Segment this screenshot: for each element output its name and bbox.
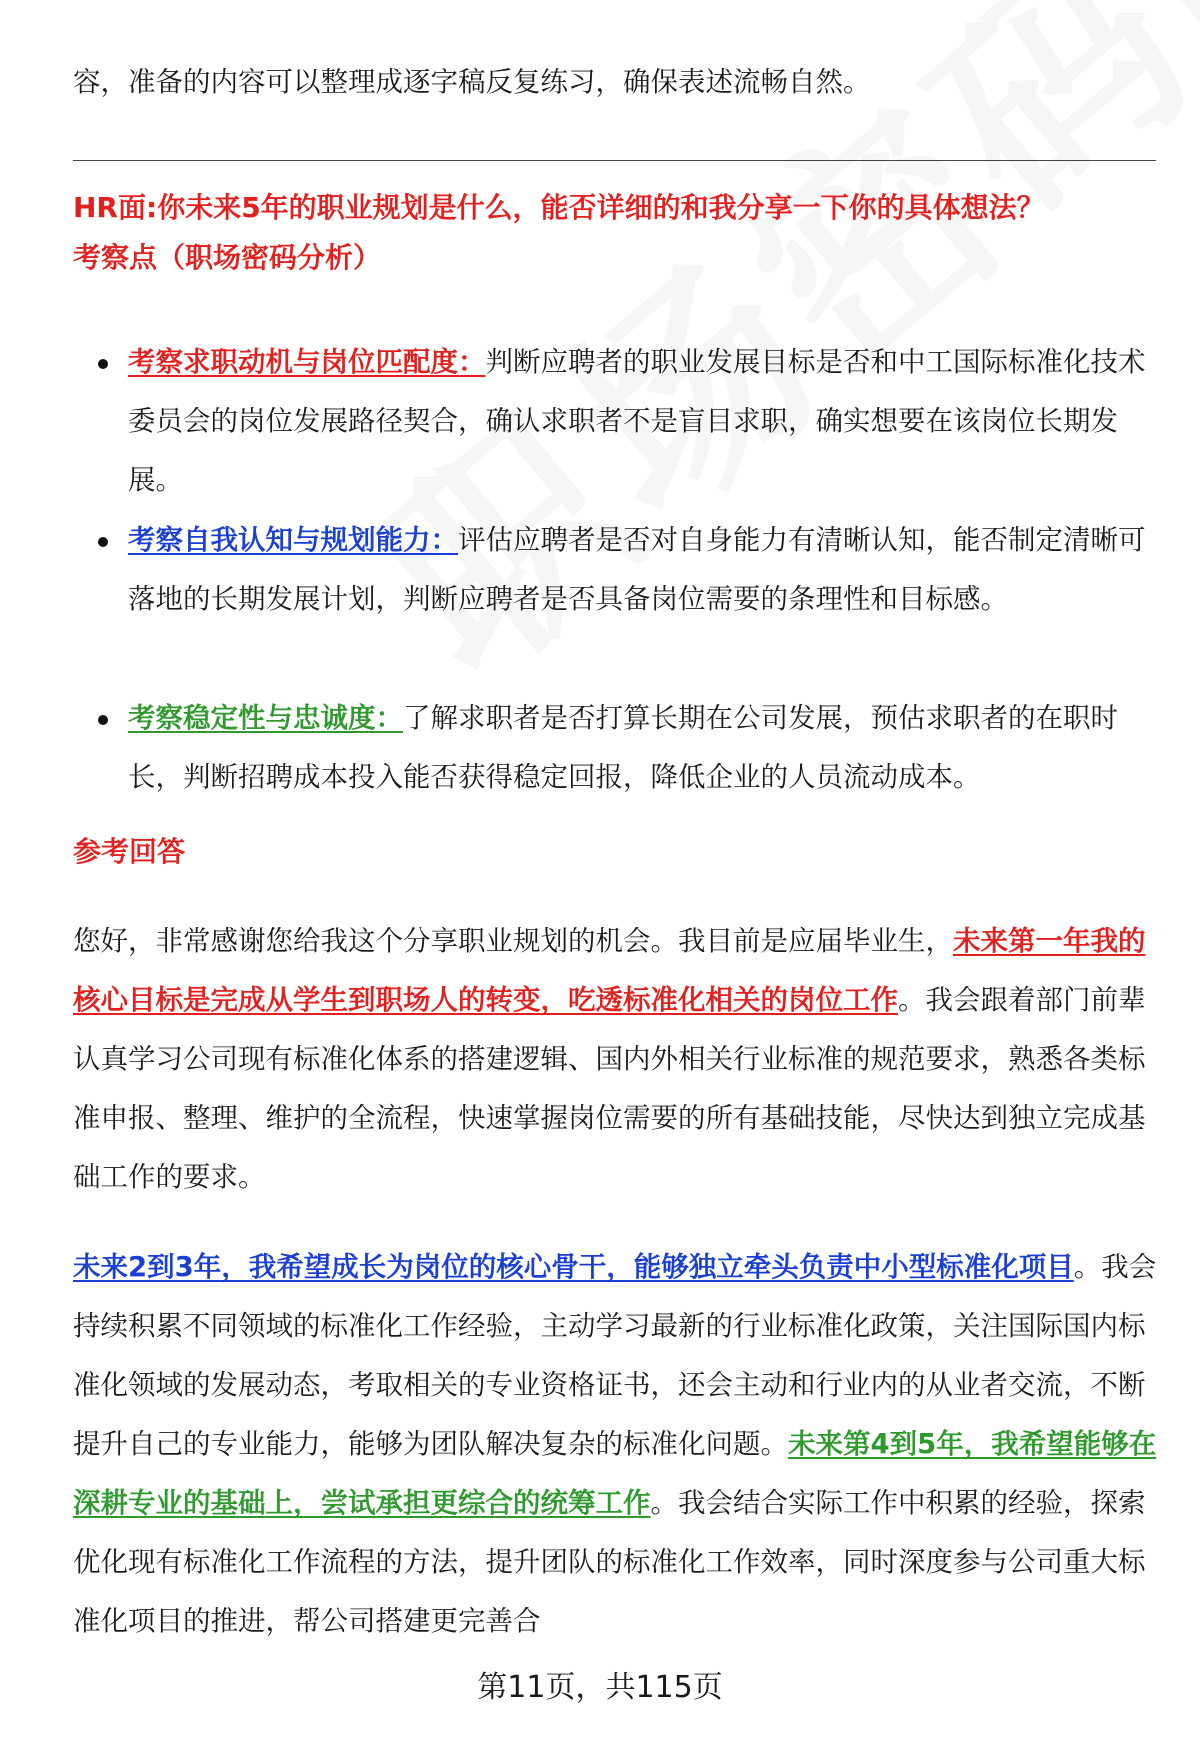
answer-paragraph-1 [73, 912, 1158, 1207]
page-number: 第11页，共115页 [477, 1670, 723, 1705]
list-item [128, 511, 1158, 689]
exam-point-keyword: 考察自我认知与规划能力： [128, 524, 458, 556]
exam-point-text: 判断应聘者的职业发展目标是否和中工国际标准化技术委员会的岗位发展路径契合，确认求职者不是盲目求职，确实想要在该岗位长期发展。 [128, 346, 1146, 496]
bullet-icon [98, 537, 108, 547]
question-heading: HR面:你未来5年的职业规划是什么，能否详细的和我分享一下你的具体想法？ [73, 191, 1045, 224]
answer-highlight-blue: 未来2到3年，我希望成长为岗位的核心骨干，能够独立牵头负责中小型标准化项目 [73, 1251, 1074, 1283]
exam-points-heading: 考察点（职场密码分析） [73, 241, 382, 274]
answer-heading: 参考回答 [73, 835, 186, 868]
answer-text: 。我会跟着部门前辈认真学习公司现有标准化体系的搭建逻辑、国内外相关行业标准的规范要求，熟悉各类标准申报、整理、维护的全流程，快速掌握岗位需要的所有基础技能，尽快达到独立完成基础工作的要求。 [73, 984, 1146, 1193]
answer-lead: 您好，非常感谢您给我这个分享职业规划的机会。我目前是应届毕业生， [73, 925, 953, 957]
exam-point-keyword: 考察求职动机与岗位匹配度： [128, 346, 486, 378]
bullet-icon [98, 359, 108, 369]
bullet-icon [98, 715, 108, 725]
list-item [128, 689, 1158, 809]
exam-points-list [128, 333, 1158, 809]
answer-text: 。我会持续积累不同领域的标准化工作经验，主动学习最新的行业标准化政策，关注国际国内标准化领域的发展动态，考取相关的专业资格证书，还会主动和行业内的从业者交流，不断提升自己的专业能力，能够为团队解决复杂的标准化问题。 [73, 1251, 1157, 1460]
answer-text: 。我会结合实际工作中积累的经验，探索优化现有标准化工作流程的方法，提升团队的标准化工作效率，同时深度参与公司重大标准化项目的推进，帮公司搭建更完善合 [73, 1487, 1146, 1637]
answer-highlight-green: 未来第4到5年，我希望能够在深耕专业的基础上，尝试承担更综合的统筹工作 [73, 1428, 1157, 1519]
list-item [128, 333, 1158, 511]
exam-point-text: 评估应聘者是否对自身能力有清晰认知，能否制定清晰可落地的长期发展计划，判断应聘者是否具备岗位需要的条理性和目标感。 [128, 524, 1146, 615]
exam-point-text: 了解求职者是否打算长期在公司发展，预估求职者的在职时长，判断招聘成本投入能否获得稳定回报，降低企业的人员流动成本。 [128, 702, 1118, 793]
intro-continuation: 容，准备的内容可以整理成逐字稿反复练习，确保表述流畅自然。 [73, 66, 871, 98]
answer-paragraph-2 [73, 1238, 1158, 1651]
section-divider [73, 160, 1156, 161]
exam-point-keyword: 考察稳定性与忠诚度： [128, 702, 403, 734]
answer-highlight-red: 未来第一年我的核心目标是完成从学生到职场人的转变，吃透标准化相关的岗位工作 [73, 925, 1146, 1016]
